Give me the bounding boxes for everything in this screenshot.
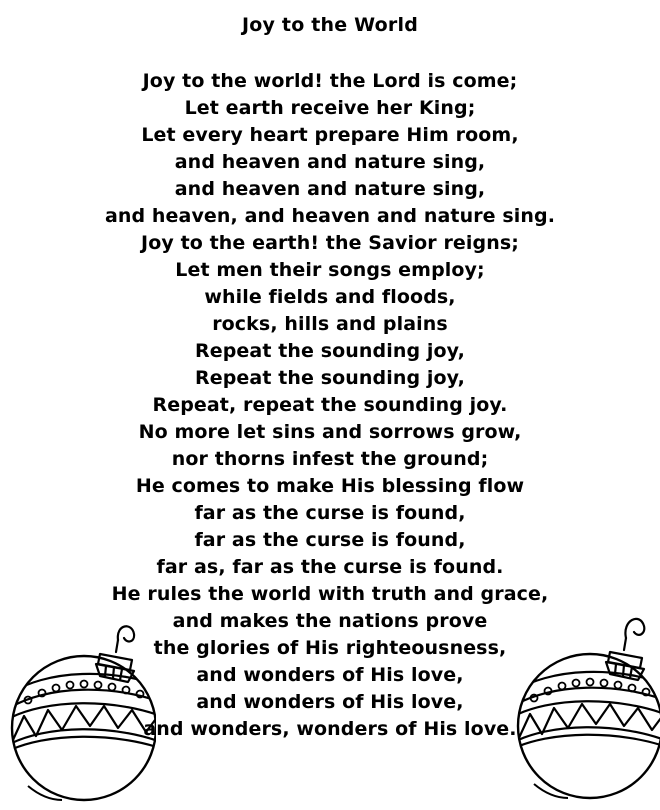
- poem-line: Repeat the sounding joy,: [195, 367, 465, 389]
- poem-line: Joy to the world! the Lord is come;: [142, 70, 518, 92]
- poem-line: the glories of His righteousness,: [153, 637, 507, 659]
- poem-line: and makes the nations prove: [172, 610, 488, 632]
- page-title: Joy to the World: [242, 14, 418, 36]
- poem-line: Let earth receive her King;: [184, 97, 476, 119]
- ornament-right-icon: [510, 604, 660, 804]
- poem-line: No more let sins and sorrows grow,: [138, 421, 522, 443]
- poem-line: and wonders of His love,: [196, 691, 464, 713]
- poem-line: nor thorns infest the ground;: [171, 448, 489, 470]
- poem-line: far as, far as the curse is found.: [156, 556, 504, 578]
- ornament-left-icon: [6, 618, 156, 808]
- poem-line: far as the curse is found,: [194, 502, 466, 524]
- poem-line: far as the curse is found,: [194, 529, 466, 551]
- poem-line: and heaven, and heaven and nature sing.: [104, 205, 556, 227]
- poem-line: He comes to make His blessing flow: [135, 475, 525, 497]
- poem-line: Joy to the earth! the Savior reigns;: [141, 232, 519, 254]
- poem-line: and heaven and nature sing,: [174, 178, 486, 200]
- poem-line: and wonders of His love,: [196, 664, 464, 686]
- poem-line: while fields and floods,: [204, 286, 456, 308]
- poem-line: He rules the world with truth and grace,: [111, 583, 549, 605]
- poem-line: Let every heart prepare Him room,: [141, 124, 519, 146]
- poem-line: and wonders, wonders of His love.: [143, 718, 517, 740]
- poem-line: Repeat the sounding joy,: [195, 340, 465, 362]
- poem-line: and heaven and nature sing,: [174, 151, 486, 173]
- poem-line: Let men their songs employ;: [175, 259, 485, 281]
- poem-line: Repeat, repeat the sounding joy.: [152, 394, 508, 416]
- poem-line: rocks, hills and plains: [212, 313, 448, 335]
